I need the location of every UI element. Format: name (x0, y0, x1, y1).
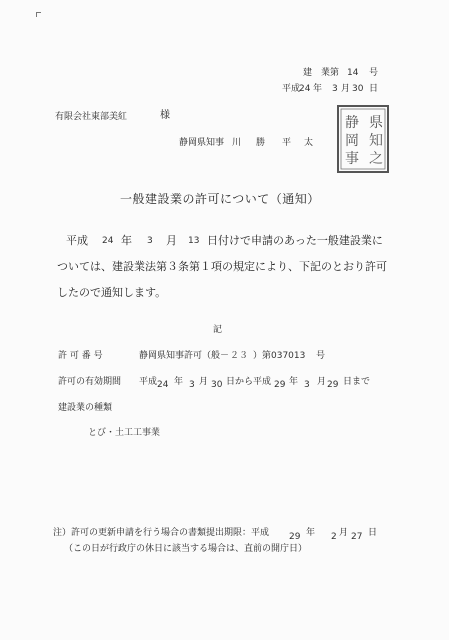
permit-number-code: ２３ (230, 351, 249, 361)
note-line1: 注）許可の更新申請を行う場合の書類提出期限：平成 (53, 528, 270, 538)
permit-number-value: 037013 (271, 351, 306, 361)
doc-date-year-label: 年 (313, 84, 323, 94)
note-day: 27 (351, 532, 363, 542)
doc-number-value: 14 (347, 68, 359, 78)
permit-number-suffix: 号 (316, 351, 326, 361)
permit-number-prefix: 静岡県知事許可（般－ (139, 351, 230, 361)
sender-name-3: 平 (282, 138, 292, 148)
svg-text:事: 事 (345, 151, 359, 167)
svg-text:之: 之 (369, 151, 383, 167)
body-line3: したので通知します。 (57, 286, 167, 299)
note-day-label: 日 (368, 528, 378, 538)
addressee-name: 有限会社東部美紅 (55, 112, 128, 122)
doc-date-day-label: 日 (369, 84, 379, 94)
validity-to-year: 29 (274, 380, 286, 390)
note-year: 29 (289, 532, 301, 542)
validity-from-era: 平成 (139, 377, 158, 387)
body-month: 3 (147, 236, 153, 246)
permit-number-label: 許 可 番 号 (58, 351, 103, 361)
validity-from-month-label: 月 (199, 377, 209, 387)
note-year-label: 年 (306, 528, 316, 538)
body-month-label: 月 (166, 234, 177, 247)
sender-name-4: 太 (304, 138, 314, 148)
svg-text:県: 県 (369, 115, 383, 131)
validity-to-year-label: 年 (289, 377, 299, 387)
validity-from-year: 24 (157, 380, 169, 390)
body-line1-rest: 日付けで申請のあった一般建設業に (207, 234, 383, 247)
document-title: 一般建設業の許可について（通知） (120, 192, 320, 206)
svg-text:静: 静 (345, 115, 359, 131)
permit-number-mid: ）第 (253, 351, 272, 361)
validity-to-day: 29 (327, 380, 339, 390)
corner-mark (36, 12, 41, 17)
validity-from-year-label: 年 (174, 377, 184, 387)
doc-number-suffix: 号 (369, 68, 379, 78)
sender-title: 静岡県知事 (179, 138, 225, 148)
note-month: 2 (331, 532, 337, 542)
business-type-value: とび・土工工事業 (88, 428, 161, 438)
official-seal-stamp (336, 104, 390, 174)
addressee-honorific: 様 (160, 110, 170, 121)
svg-text:知: 知 (369, 133, 383, 149)
note-month-label: 月 (339, 528, 349, 538)
body-line2: ついては、建設業法第３条第１項の規定により、下記のとおり許可 (57, 260, 387, 273)
doc-date-month: 3 (332, 84, 338, 94)
doc-date-day: 30 (352, 84, 364, 94)
doc-date-month-label: 月 (341, 84, 351, 94)
validity-to-month-label: 月 (317, 377, 327, 387)
doc-number-label: 建 業 (303, 68, 331, 78)
validity-to-month: 3 (304, 380, 310, 390)
body-year: 24 (102, 236, 114, 246)
svg-text:岡: 岡 (345, 133, 359, 149)
validity-to-day-label: 日まで (343, 377, 371, 387)
body-era: 平成 (66, 234, 88, 247)
business-type-label: 建設業の種類 (58, 403, 113, 413)
body-year-label: 年 (121, 234, 132, 247)
sender-name-2: 勝 (256, 138, 266, 148)
doc-date-era: 平成 (282, 84, 301, 94)
validity-from-day: 30 (211, 380, 223, 390)
doc-date-year: 24 (299, 84, 311, 94)
validity-label: 許可の有効期間 (58, 377, 122, 387)
ki-marker: 記 (213, 325, 223, 335)
note-line2: （この日が行政庁の休日に該当する場合は、直前の開庁日） (64, 544, 308, 554)
validity-from-day-label: 日から平成 (226, 377, 272, 387)
sender-name-1: 川 (232, 138, 242, 148)
validity-from-month: 3 (189, 380, 195, 390)
body-day: 13 (188, 236, 200, 246)
doc-number-dai: 第 (330, 68, 340, 78)
